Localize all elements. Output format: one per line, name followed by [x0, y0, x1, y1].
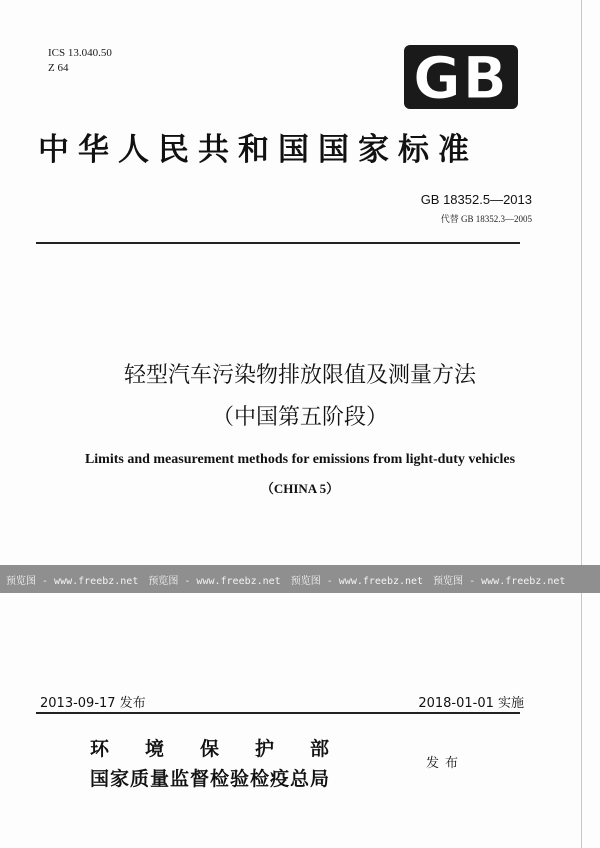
issuer-ministry: 环境保护部 — [90, 738, 366, 760]
watermark-text: 预览图 - www.freebz.net — [290, 575, 424, 587]
gb-logo-text: GB — [413, 44, 509, 110]
issuer-aqsiq: 国家质量监督检验检疫总局 — [90, 768, 331, 790]
class-code: Z 64 — [48, 62, 69, 74]
subtitle-english: （CHINA 5） — [260, 481, 340, 496]
ics-code: ICS 13.040.50 — [48, 47, 112, 59]
footer-divider — [36, 712, 520, 714]
subtitle-chinese: （中国第五阶段） — [211, 405, 388, 430]
title-chinese: 轻型汽车污染物排放限值及测量方法 — [123, 363, 476, 388]
standard-number: GB 18352.5—2013 — [420, 192, 532, 207]
watermark-banner — [0, 565, 600, 593]
header-divider — [36, 242, 520, 244]
watermark-text: 预览图 - www.freebz.net — [433, 575, 566, 587]
gb-logo — [403, 44, 519, 110]
watermark-text: 预览图 - www.freebz.net — [6, 575, 139, 587]
publish-label: 发布 — [426, 756, 465, 771]
publish-date: 2013-09-17 发布 — [40, 696, 146, 711]
national-standard-title: 中华人民共和国国家标准 — [38, 132, 478, 168]
classification-block — [48, 46, 112, 76]
watermark-text: 预览图 - www.freebz.net — [148, 575, 281, 587]
replaces-standard: 代替 GB 18352.3—2005 — [440, 214, 532, 224]
title-english: Limits and measurement methods for emissions from light-duty vehicles — [84, 452, 516, 467]
implement-date: 2018-01-01 实施 — [418, 696, 524, 711]
